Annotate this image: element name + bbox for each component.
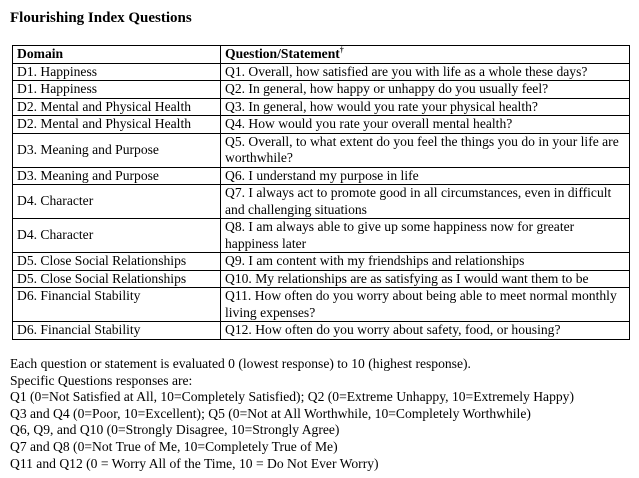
question-cell: Q6. I understand my purpose in life — [221, 167, 630, 185]
table-row — [13, 167, 630, 185]
domain-cell: D4. Character — [13, 219, 221, 253]
question-cell: Q8. I am always able to give up some happiness now for greater happiness later — [221, 219, 630, 253]
question-cell: Q5. Overall, to what extent do you feel the things you do in your life are worthwhile? — [221, 133, 630, 167]
table-row — [13, 81, 630, 99]
table-row — [13, 98, 630, 116]
note-line: Q6, Q9, and Q10 (0=Strongly Disagree, 10=Strongly Agree) — [10, 422, 340, 438]
table-row — [13, 253, 630, 271]
page-title: Flourishing Index Questions — [10, 10, 192, 26]
domain-column-header: Domain — [13, 46, 221, 64]
note-line: Q1 (0=Not Satisfied at All, 10=Completely Satisfied); Q2 (0=Extreme Unhappy, 10=Extremely Happy) — [10, 389, 574, 405]
domain-cell: D3. Meaning and Purpose — [13, 167, 221, 185]
note-line: Q11 and Q12 (0 = Worry All of the Time, 10 = Do Not Ever Worry) — [10, 455, 379, 471]
question-cell: Q1. Overall, how satisfied are you with life as a whole these days? — [221, 63, 630, 81]
domain-cell: D1. Happiness — [13, 81, 221, 99]
question-cell: Q9. I am content with my friendships and relationships — [221, 253, 630, 271]
domain-cell: D6. Financial Stability — [13, 288, 221, 322]
domain-cell: D5. Close Social Relationships — [13, 270, 221, 288]
note-line: Specific Questions responses are: — [10, 372, 193, 388]
domain-cell: D4. Character — [13, 185, 221, 219]
table-row — [13, 288, 630, 322]
domain-cell: D2. Mental and Physical Health — [13, 116, 221, 134]
table-row — [13, 63, 630, 81]
question-cell: Q10. My relationships are as satisfying as I would want them to be — [221, 270, 630, 288]
question-cell: Q7. I always act to promote good in all circumstances, even in difficult and challenging situations — [221, 185, 630, 219]
domain-cell: D2. Mental and Physical Health — [13, 98, 221, 116]
domain-cell: D5. Close Social Relationships — [13, 253, 221, 271]
questions-table — [12, 45, 630, 340]
question-cell: Q2. In general, how happy or unhappy do you usually feel? — [221, 81, 630, 99]
response-scale-notes — [10, 356, 574, 472]
table-row — [13, 322, 630, 340]
table-row — [13, 133, 630, 167]
note-line: Q7 and Q8 (0=Not True of Me, 10=Completely True of Me) — [10, 438, 338, 454]
dagger-footnote-marker: † — [339, 45, 344, 55]
table-row — [13, 116, 630, 134]
question-cell: Q4. How would you rate your overall mental health? — [221, 116, 630, 134]
question-cell: Q3. In general, how would you rate your physical health? — [221, 98, 630, 116]
table-row — [13, 219, 630, 253]
domain-cell: D3. Meaning and Purpose — [13, 133, 221, 167]
question-column-header-label: Question/Statement — [225, 46, 340, 61]
question-cell: Q11. How often do you worry about being able to meet normal monthly living expenses? — [221, 288, 630, 322]
table-row — [13, 185, 630, 219]
table-header-row — [13, 46, 630, 64]
domain-cell: D6. Financial Stability — [13, 322, 221, 340]
question-column-header — [221, 46, 630, 64]
table-row — [13, 270, 630, 288]
note-line: Q3 and Q4 (0=Poor, 10=Excellent); Q5 (0=Not at All Worthwhile, 10=Completely Worthwhile) — [10, 405, 531, 421]
domain-cell: D1. Happiness — [13, 63, 221, 81]
question-cell: Q12. How often do you worry about safety, food, or housing? — [221, 322, 630, 340]
note-line: Each question or statement is evaluated 0 (lowest response) to 10 (highest response). — [10, 356, 471, 371]
